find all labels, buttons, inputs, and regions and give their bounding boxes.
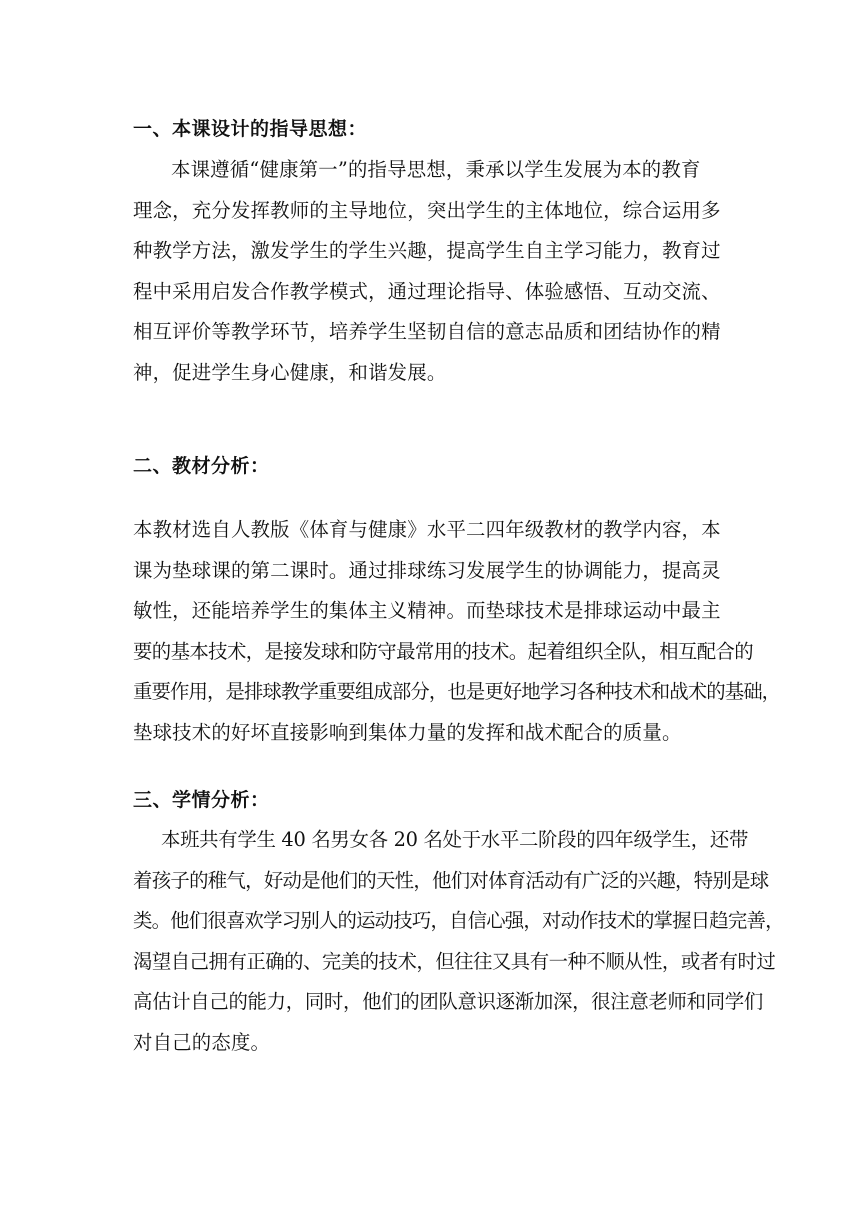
section2-paragraph xyxy=(133,510,781,753)
section1-line: 程中采用启发合作教学模式，通过理论指导、体验感悟、互动交流、 xyxy=(133,279,721,303)
section2-line: 课为垫球课的第二课时。通过排球练习发展学生的协调能力，提高灵 xyxy=(133,558,721,582)
section1-line: 本课遵循“健康第一”的指导思想，秉承以学生发展为本的教育 xyxy=(171,158,701,181)
section2-heading: 二、教材分析： xyxy=(133,455,270,477)
section1-line: 相互评价等教学环节，培养学生坚韧自信的意志品质和团结协作的精 xyxy=(133,320,721,343)
section3-line: 对自己的态度。 xyxy=(133,1030,271,1054)
section2-line: 敏性，还能培养学生的集体主义精神。而垫球技术是排球运动中最主 xyxy=(133,599,721,622)
section2-line: 重要作用，是排球教学重要组成部分，也是更好地学习各种技术和战术的基础， xyxy=(133,680,781,703)
section1-line: 神，促进学生身心健康，和谐发展。 xyxy=(133,360,447,384)
section1-line: 理念，充分发挥教师的主导地位，突出学生的主体地位，综合运用多 xyxy=(133,198,721,222)
section3-line: 渴望自己拥有正确的、完美的技术，但往往又具有一种不顺从性，或者有时过 xyxy=(133,949,776,973)
section2-line: 垫球技术的好坏直接影响到集体力量的发挥和战术配合的质量。 xyxy=(133,720,682,744)
section1-line: 种教学方法，激发学生的学生兴趣，提高学生自主学习能力，教育过 xyxy=(133,239,721,262)
section1-paragraph xyxy=(133,150,727,393)
section2-line: 要的基本技术，是接发球和防守最常用的技术。起着组织全队，相互配合的 xyxy=(133,639,754,663)
section3-line: 类。他们很喜欢学习别人的运动技巧，自信心强，对动作技术的掌握日趋完善， xyxy=(133,909,784,932)
section3-paragraph xyxy=(133,820,784,1063)
section1-heading: 一、本课设计的指导思想： xyxy=(133,118,368,140)
section3-heading: 三、学情分析： xyxy=(133,789,270,811)
section2-line: 本教材选自人教版《体育与健康》水平二四年级教材的教学内容，本 xyxy=(133,518,721,541)
section3-line: 本班共有学生 40 名男女各 20 名处于水平二阶段的四年级学生，还带 xyxy=(161,828,749,851)
section3-line: 着孩子的稚气，好动是他们的天性，他们对体育活动有广泛的兴趣，特别是球 xyxy=(133,868,769,892)
section3-line: 高估计自己的能力，同时，他们的团队意识逐渐加深，很注意老师和同学们 xyxy=(133,990,763,1013)
